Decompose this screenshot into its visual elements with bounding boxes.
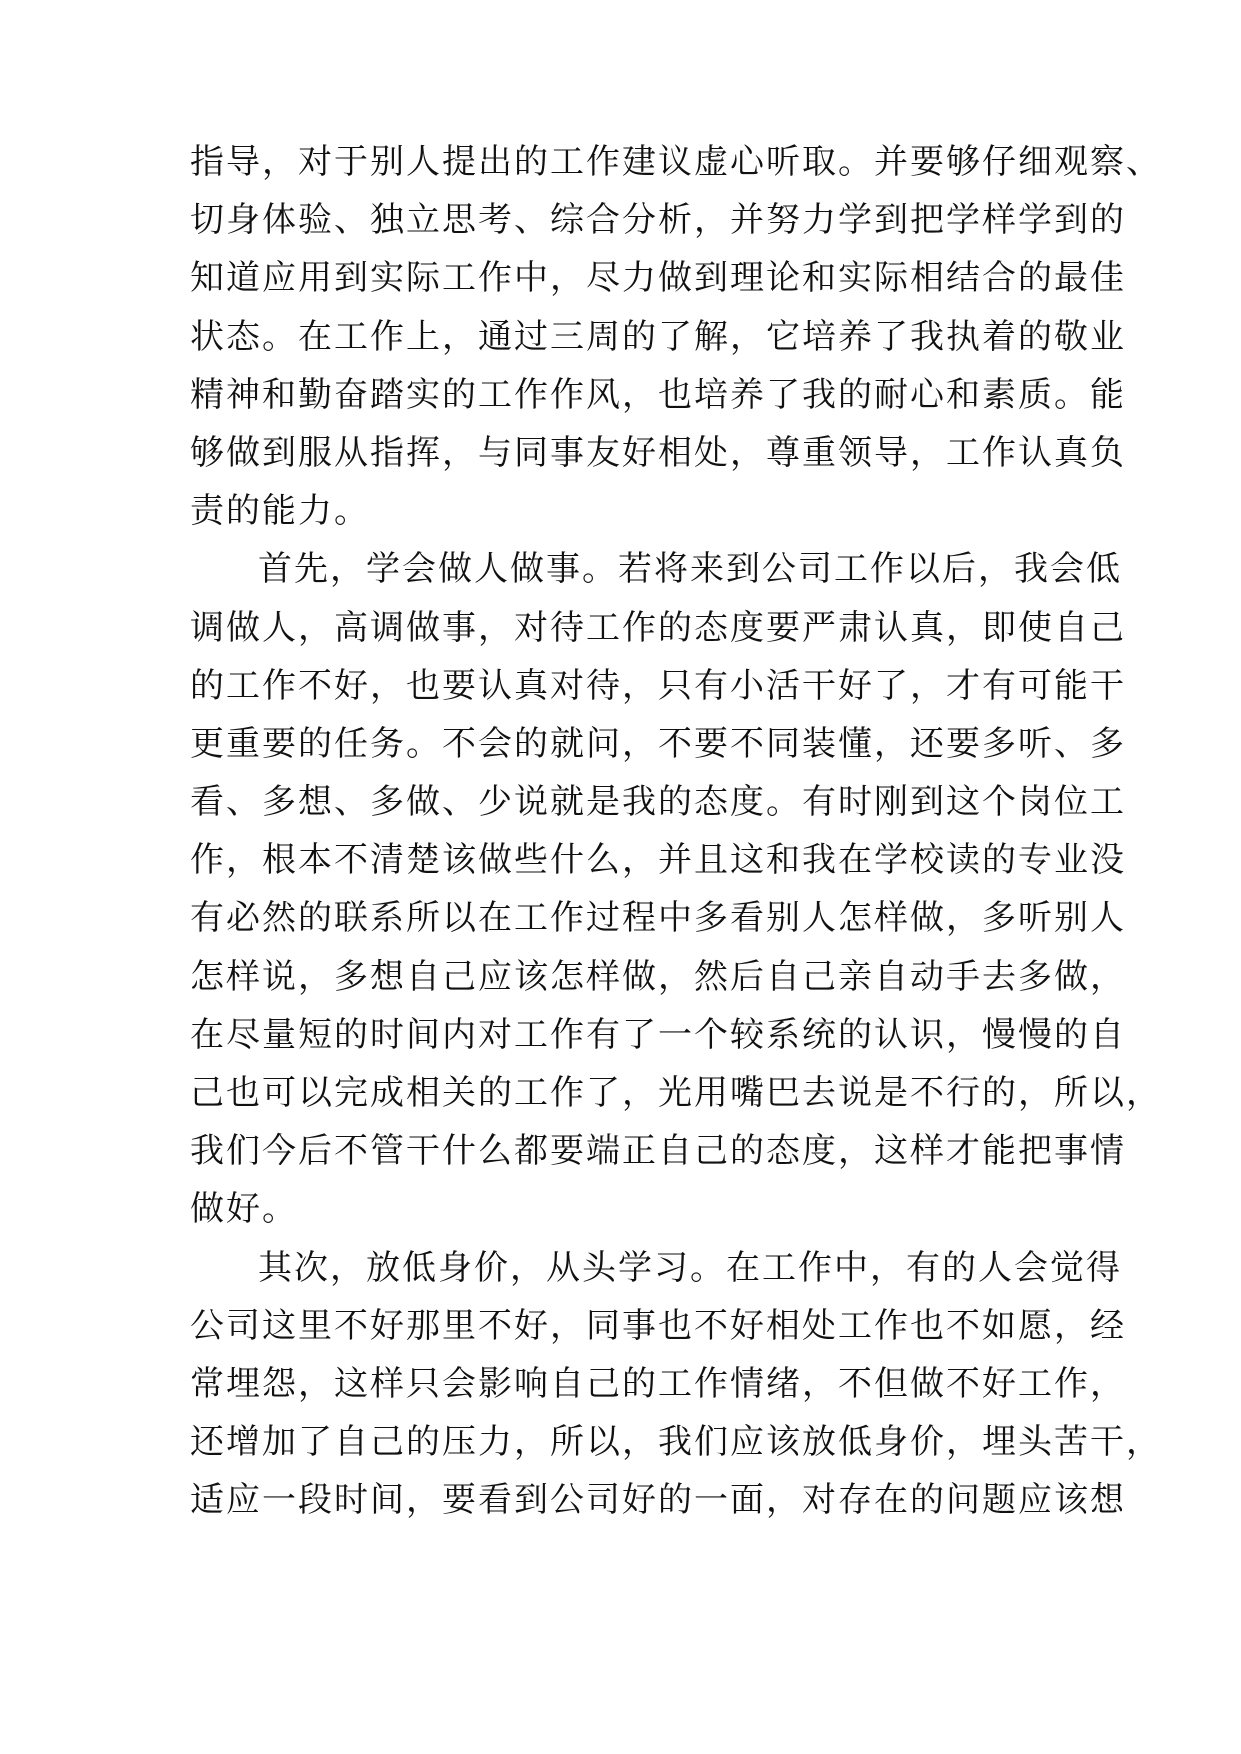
text-line: 还增加了自己的压力，所以，我们应该放低身价，埋头苦干， bbox=[190, 1422, 1162, 1463]
text-line: 指导，对于别人提出的工作建议虚心听取。并要够仔细观察、 bbox=[190, 142, 1162, 182]
text-line: 更重要的任务。不会的就问，不要不同装懂，还要多听、多 bbox=[190, 723, 1126, 764]
text-line: 作，根本不清楚该做些什么，并且这和我在学校读的专业没 bbox=[190, 840, 1126, 881]
text-line: 公司这里不好那里不好，同事也不好相处工作也不如愿，经 bbox=[190, 1305, 1126, 1346]
text-line: 状态。在工作上，通过三周的了解，它培养了我执着的敬业 bbox=[190, 316, 1126, 357]
text-line: 适应一段时间，要看到公司好的一面，对存在的问题应该想 bbox=[190, 1480, 1126, 1521]
text-line: 看、多想、多做、少说就是我的态度。有时刚到这个岗位工 bbox=[190, 782, 1126, 823]
text-line: 首先，学会做人做事。若将来到公司工作以后，我会低 bbox=[258, 549, 1122, 590]
paragraph bbox=[190, 133, 1162, 540]
text-line: 精神和勤奋踏实的工作作风，也培养了我的耐心和素质。能 bbox=[190, 374, 1126, 415]
paragraph bbox=[190, 1239, 1162, 1530]
text-line: 常埋怨，这样只会影响自己的工作情绪，不但做不好工作， bbox=[190, 1363, 1126, 1404]
document-body bbox=[190, 133, 1162, 1530]
text-line: 其次，放低身价，从头学习。在工作中，有的人会觉得 bbox=[258, 1247, 1122, 1288]
text-line: 己也可以完成相关的工作了，光用嘴巴去说是不行的，所以， bbox=[190, 1073, 1162, 1113]
text-line: 我们今后不管干什么都要端正自己的态度，这样才能把事情 bbox=[190, 1131, 1126, 1172]
text-line: 够做到服从指挥，与同事友好相处，尊重领导，工作认真负 bbox=[190, 432, 1126, 473]
text-line: 调做人，高调做事，对待工作的态度要严肃认真，即使自己 bbox=[190, 607, 1126, 648]
text-line: 责的能力。 bbox=[190, 491, 370, 532]
text-line: 的工作不好，也要认真对待，只有小活干好了，才有可能干 bbox=[190, 665, 1126, 706]
text-line: 做好。 bbox=[190, 1189, 298, 1230]
text-line: 怎样说，多想自己应该怎样做，然后自己亲自动手去多做， bbox=[190, 956, 1126, 997]
paragraph bbox=[190, 540, 1162, 1238]
text-line: 切身体验、独立思考、综合分析，并努力学到把学样学到的 bbox=[190, 200, 1126, 241]
text-line: 在尽量短的时间内对工作有了一个较系统的认识，慢慢的自 bbox=[190, 1014, 1126, 1055]
text-line: 有必然的联系所以在工作过程中多看别人怎样做，多听别人 bbox=[190, 898, 1126, 939]
text-line: 知道应用到实际工作中，尽力做到理论和实际相结合的最佳 bbox=[190, 258, 1126, 299]
